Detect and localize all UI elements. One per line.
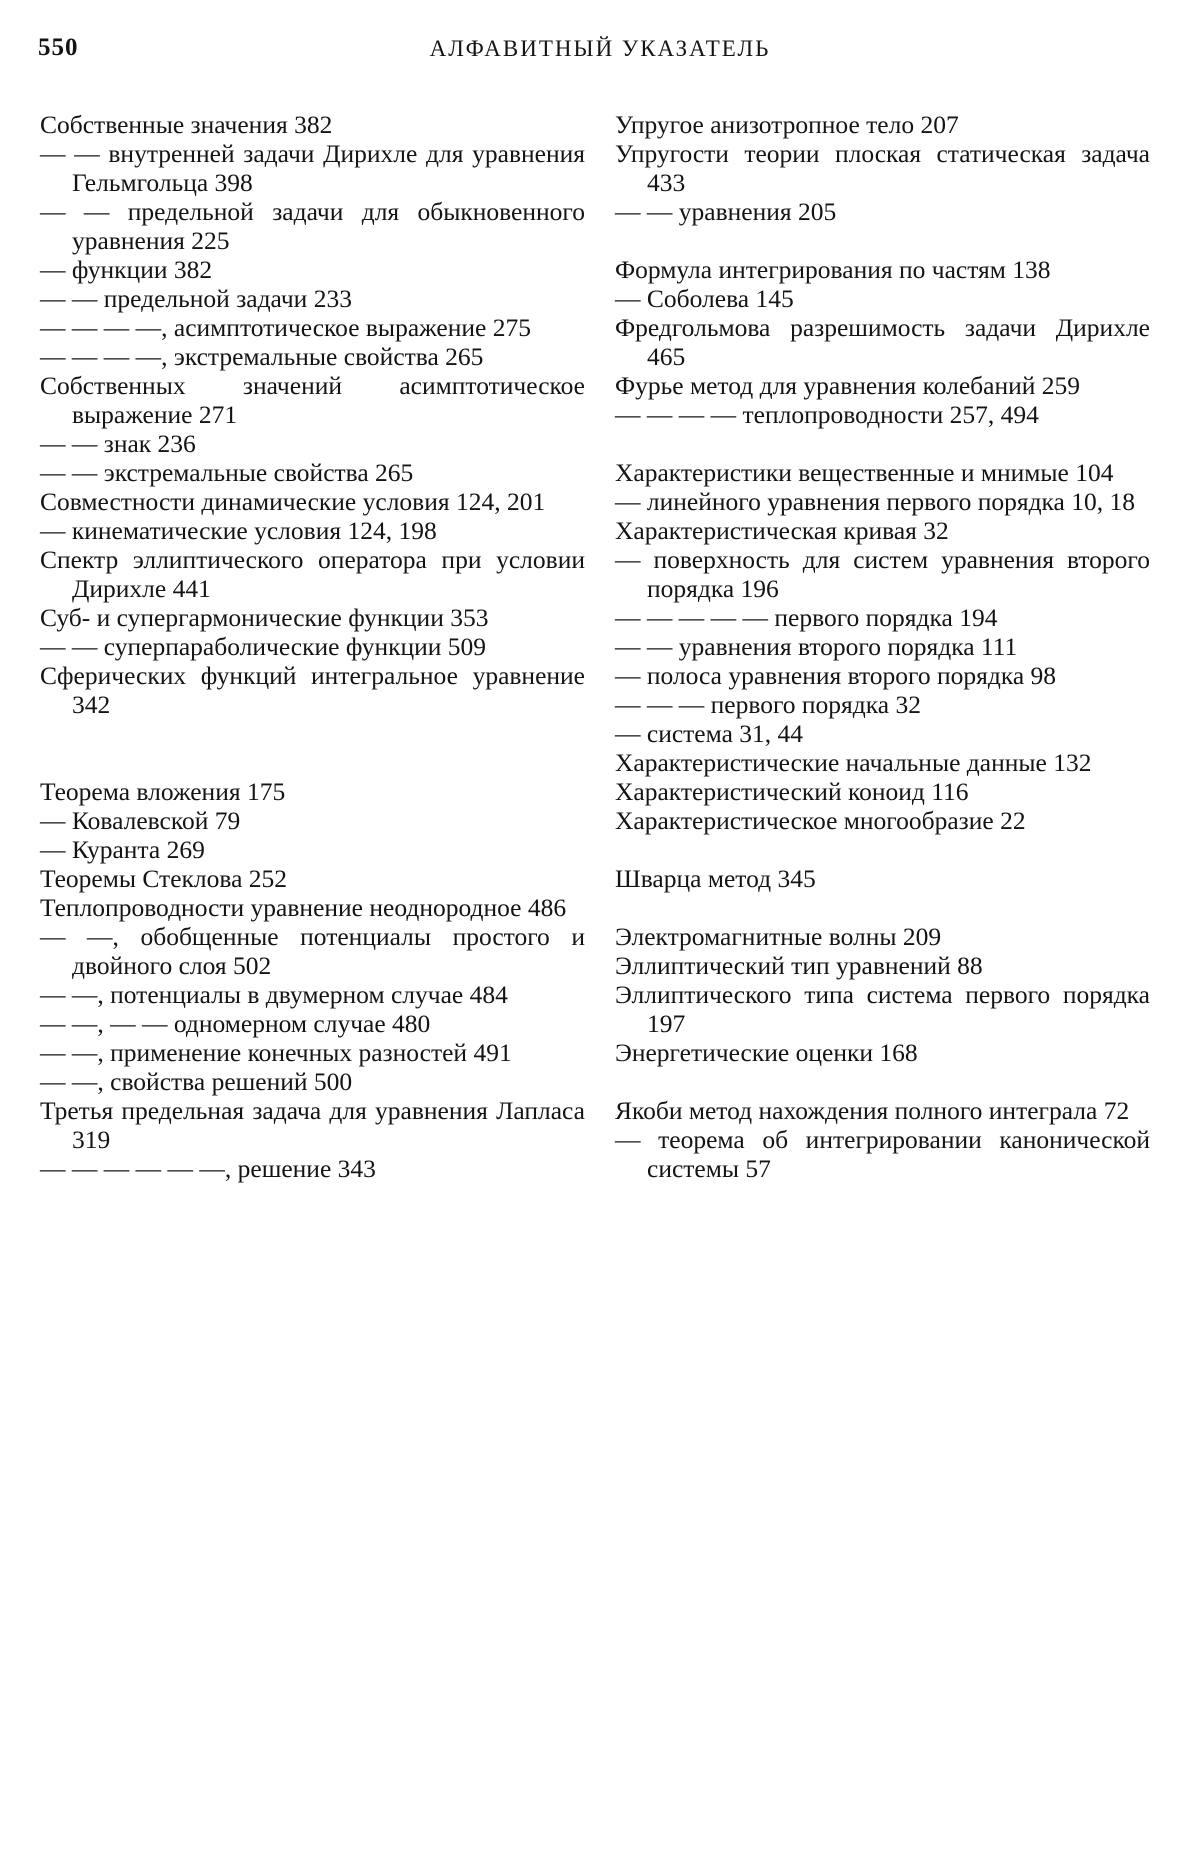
index-entry: Теорема вложения 175: [40, 777, 286, 806]
index-group-h: [615, 458, 1157, 835]
index-entry: Характеристический коноид 116: [615, 777, 969, 806]
index-entry: Собственных значений асимптотическое выражение 271: [40, 371, 592, 429]
index-group-ya: [615, 1096, 1157, 1183]
index-entry: — теорема об интегрировании канонической системы 57: [615, 1125, 1157, 1183]
index-entry: Сферических функций интегральное уравнение 342: [40, 661, 592, 719]
index-entry: Теплопроводности уравнение неоднородное 486: [40, 893, 567, 922]
index-group-s: [40, 110, 592, 719]
index-entry: — —, потенциалы в двумерном случае 484: [40, 980, 508, 1009]
index-entry: Характеристики вещественные и мнимые 104: [615, 458, 1114, 487]
index-entry: Энергетические оценки 168: [615, 1038, 918, 1067]
index-entry: Электромагнитные волны 209: [615, 922, 942, 951]
index-entry: Эллиптический тип уравнений 88: [615, 951, 983, 980]
index-entry: Шварца метод 345: [615, 864, 816, 893]
index-column-right: [615, 110, 1157, 1183]
index-group-u: [615, 110, 1157, 226]
index-entry: — Соболева 145: [615, 284, 794, 313]
index-group-e: [615, 922, 1157, 1067]
index-entry: — —, обобщенные потенциалы простого и двойного слоя 502: [40, 922, 592, 980]
index-entry: Упругости теории плоская статическая задача 433: [615, 139, 1157, 197]
index-entry: — — — — — первого порядка 194: [615, 603, 998, 632]
index-entry: — — — первого порядка 32: [615, 690, 921, 719]
index-entry: Упругое анизотропное тело 207: [615, 110, 959, 139]
index-entry: Характеристическое многообразие 22: [615, 806, 1026, 835]
page-number: 550: [38, 34, 79, 61]
index-group-t: [40, 777, 592, 1183]
index-entry: — полоса уравнения второго порядка 98: [615, 661, 1057, 690]
index-entry: — — суперпараболические функции 509: [40, 632, 487, 661]
index-entry: — — знак 236: [40, 429, 196, 458]
index-entry: — — экстремальные свойства 265: [40, 458, 414, 487]
index-entry: Собственные значения 382: [40, 110, 333, 139]
index-entry: Формула интегрирования по частям 138: [615, 255, 1051, 284]
index-entry: Эллиптического типа система первого порядка 197: [615, 980, 1157, 1038]
index-entry: — система 31, 44: [615, 719, 804, 748]
running-head: АЛФАВИТНЫЙ УКАЗАТЕЛЬ: [429, 36, 771, 61]
index-entry: — — уравнения 205: [615, 197, 837, 226]
index-entry: — — — —, асимптотическое выражение 275: [40, 313, 531, 342]
index-entry: Третья предельная задача для уравнения Лапласа 319: [40, 1096, 592, 1154]
index-entry: Спектр эллиптического оператора при условии Дирихле 441: [40, 545, 592, 603]
index-entry: — — — —, экстремальные свойства 265: [40, 342, 484, 371]
index-entry: Характеристическая кривая 32: [615, 516, 949, 545]
index-entry: Фредгольмова разрешимость задачи Дирихле 465: [615, 313, 1157, 371]
index-entry: Совместности динамические условия 124, 201: [40, 487, 546, 516]
index-entry: — поверхность для систем уравнения второго порядка 196: [615, 545, 1157, 603]
index-entry: Теоремы Стеклова 252: [40, 864, 288, 893]
index-entry: — —, — — одномерном случае 480: [40, 1009, 431, 1038]
index-entry: — —, свойства решений 500: [40, 1067, 353, 1096]
index-entry: — — предельной задачи для обыкновенного уравнения 225: [40, 197, 592, 255]
index-entry: — — предельной задачи 233: [40, 284, 352, 313]
index-entry: — линейного уравнения первого порядка 10, 18: [615, 487, 1135, 516]
index-entry: — — — — теплопроводности 257, 494: [615, 400, 1039, 429]
index-group-f: [615, 255, 1157, 429]
index-entry: — Ковалевской 79: [40, 806, 241, 835]
index-entry: — — внутренней задачи Дирихле для уравнения Гельмгольца 398: [40, 139, 592, 197]
index-entry: — — уравнения второго порядка 111: [615, 632, 1018, 661]
index-group-sh: [615, 864, 1150, 893]
index-entry: — —, применение конечных разностей 491: [40, 1038, 512, 1067]
index-entry: — Куранта 269: [40, 835, 205, 864]
index-entry: Характеристические начальные данные 132: [615, 748, 1092, 777]
index-entry: — — — — — —, решение 343: [40, 1154, 376, 1183]
index-entry: — кинематические условия 124, 198: [40, 516, 437, 545]
index-entry: Фурье метод для уравнения колебаний 259: [615, 371, 1081, 400]
index-column-left: [40, 110, 592, 1183]
index-entry: Якоби метод нахождения полного интеграла 72: [615, 1096, 1130, 1125]
index-entry: Суб- и супергармонические функции 353: [40, 603, 489, 632]
index-entry: — функции 382: [40, 255, 213, 284]
